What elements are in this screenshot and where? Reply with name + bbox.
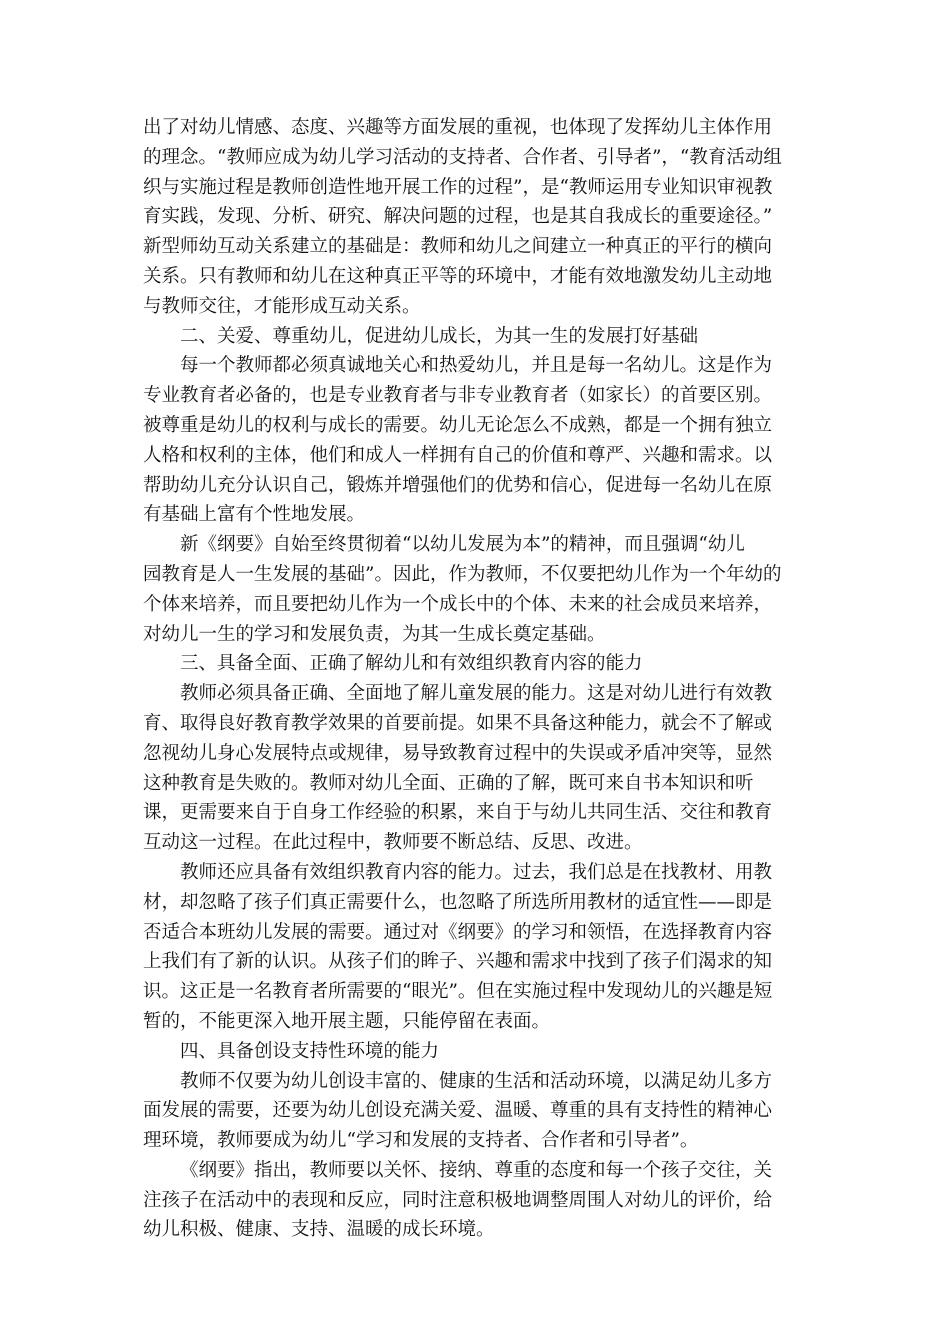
text-line: 的理念。“教师应成为幼儿学习活动的支持者、合作者、引导者”，“教育活动组 (143, 146, 782, 168)
text-line: 个体来培养，而且要把幼儿作为一个成长中的个体、未来的社会成员来培养， (143, 593, 773, 615)
text-line: 理环境，教师要成为幼儿“学习和发展的支持者、合作者和引导者”。 (143, 1130, 699, 1152)
text-line: 上我们有了新的认识。从孩子们的眸子、兴趣和需求中找到了孩子们渴求的知 (143, 951, 773, 973)
text-line: 忽视幼儿身心发展特点或规律，易导致教育过程中的失误或矛盾冲突等，显然 (143, 742, 773, 764)
text-line: 育、取得良好教育教学效果的首要前提。如果不具备这种能力，就会不了解或 (143, 712, 773, 734)
text-line: 育实践，发现、分析、研究、解决问题的过程，也是其自我成长的重要途径。” (143, 206, 773, 228)
text-line: 教师不仅要为幼儿创设丰富的、健康的生活和活动环境，以满足幼儿多方 (180, 1070, 773, 1092)
text-line: 新型师幼互动关系建立的基础是：教师和幼儿之间建立一种真正的平行的横向 (143, 236, 773, 258)
text-line: 帮助幼儿充分认识自己，锻炼并增强他们的优势和信心，促进每一名幼儿在原 (143, 474, 773, 496)
text-line: 教师必须具备正确、全面地了解儿童发展的能力。这是对幼儿进行有效教 (180, 683, 773, 705)
text-line: 材，却忽略了孩子们真正需要什么，也忽略了所选所用教材的适宜性——即是 (143, 891, 773, 913)
text-line: 否适合本班幼儿发展的需要。通过对《纲要》的学习和领悟，在选择教育内容 (143, 921, 773, 943)
text-line: 四、具备创设支持性环境的能力 (180, 1040, 440, 1062)
text-line: 三、具备全面、正确了解幼儿和有效组织教育内容的能力 (180, 653, 643, 675)
text-line: 《纲要》指出，教师要以关怀、接纳、尊重的态度和每一个孩子交往，关 (180, 1159, 773, 1181)
text-line: 幼儿积极、健康、支持、温暖的成长环境。 (143, 1219, 495, 1241)
text-line: 面发展的需要，还要为幼儿创设充满关爱、温暖、尊重的具有支持性的精神心 (143, 1100, 773, 1122)
text-line: 每一个教师都必须真诚地关心和热爱幼儿，并且是每一名幼儿。这是作为 (180, 355, 773, 377)
text-line: 出了对幼儿情感、态度、兴趣等方面发展的重视，也体现了发挥幼儿主体作用 (143, 117, 773, 138)
text-line: 织与实施过程是教师创造性地开展工作的过程”，是“教师运用专业知识审视教 (143, 176, 773, 198)
text-line: 这种教育是失败的。教师对幼儿全面、正确的了解，既可来自书本知识和听 (143, 772, 754, 794)
text-line: 被尊重是幼儿的权利与成长的需要。幼儿无论怎么不成熟，都是一个拥有独立 (143, 414, 773, 436)
text-line: 专业教育者必备的，也是专业教育者与非专业教育者（如家长）的首要区别。 (143, 385, 773, 407)
text-line: 对幼儿一生的学习和发展负责，为其一生成长奠定基础。 (143, 623, 606, 645)
text-line: 有基础上富有个性地发展。 (143, 504, 366, 526)
text-line: 教师还应具备有效组织教育内容的能力。过去，我们总是在找教材、用教 (180, 861, 773, 883)
document-page (143, 113, 803, 1245)
text-line: 二、关爱、尊重幼儿，促进幼儿成长，为其一生的发展打好基础 (180, 325, 699, 347)
text-line: 暂的，不能更深入地开展主题，只能停留在表面。 (143, 1010, 551, 1032)
text-line: 人格和权利的主体，他们和成人一样拥有自己的价值和尊严、兴趣和需求。以 (143, 444, 773, 466)
text-line: 互动这一过程。在此过程中，教师要不断总结、反思、改进。 (143, 832, 643, 854)
text-line: 识。这正是一名教育者所需要的“眼光”。但在实施过程中发现幼儿的兴趣是短 (143, 981, 773, 1003)
text-line: 园教育是人一生发展的基础”。因此，作为教师，不仅要把幼儿作为一个年幼的 (143, 563, 782, 585)
text-line: 课，更需要来自于自身工作经验的积累，来自于与幼儿共同生活、交往和教育 (143, 802, 773, 824)
text-line: 注孩子在活动中的表现和反应，同时注意积极地调整周围人对幼儿的评价，给 (143, 1189, 773, 1211)
text-line: 关系。只有教师和幼儿在这种真正平等的环境中，才能有效地激发幼儿主动地 (143, 265, 773, 287)
text-line: 新《纲要》自始至终贯彻着“以幼儿发展为本”的精神，而且强调“幼儿 (180, 534, 745, 556)
text-line: 与教师交往，才能形成互动关系。 (143, 295, 421, 317)
